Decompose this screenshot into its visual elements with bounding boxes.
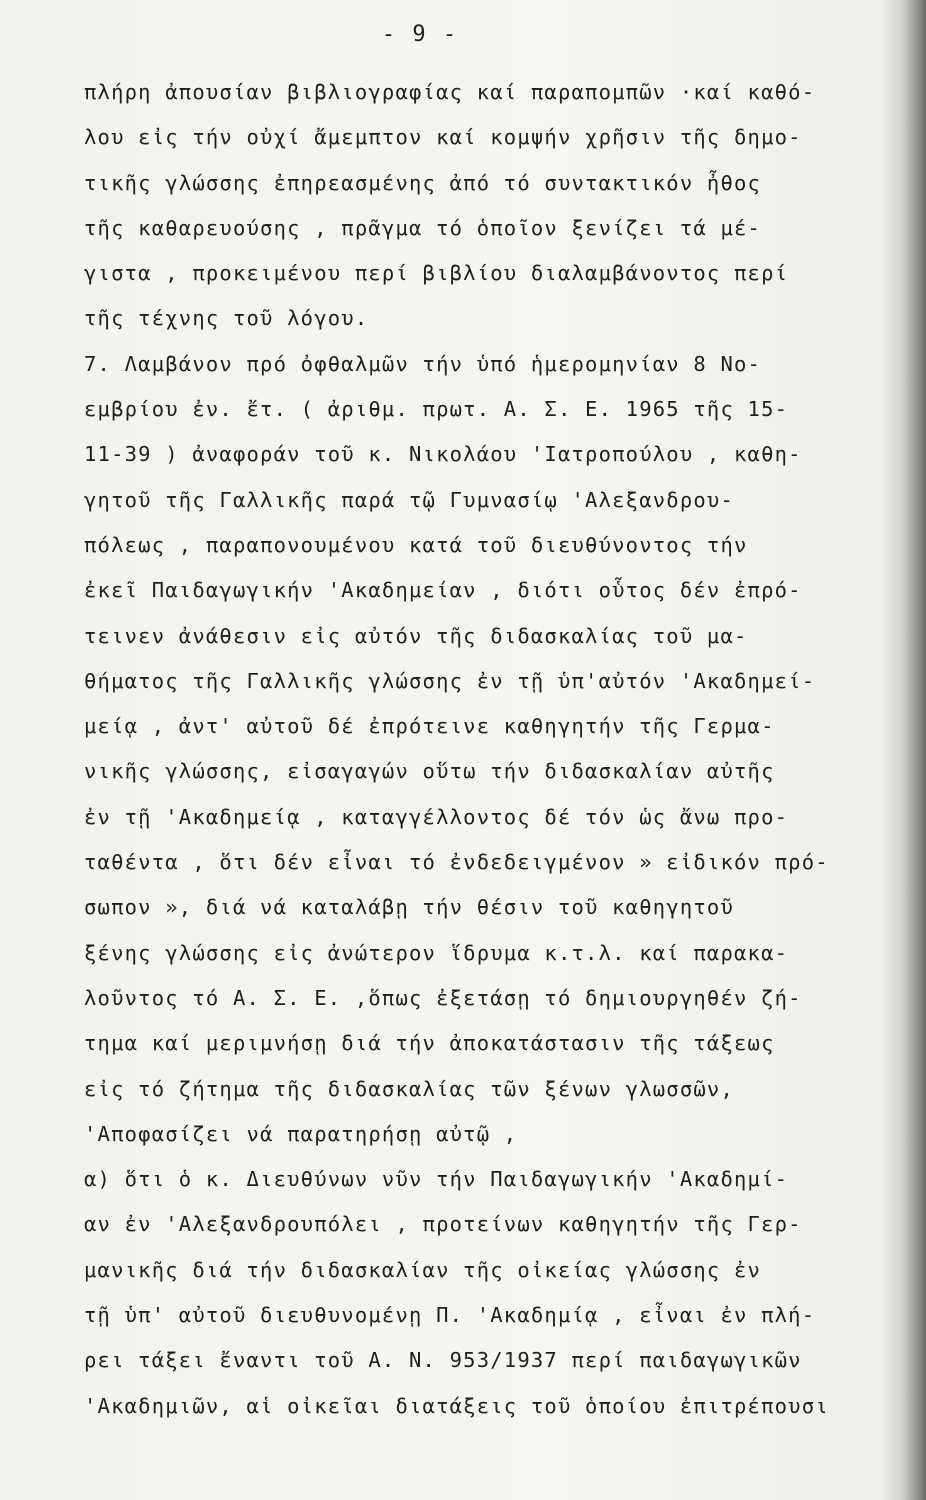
text-line: μείᾳ , ἀντ' αὐτοῦ δέ ἐπρότεινε καθηγητήν τῆς Γερμα- [84,714,775,739]
text-line: γητοῦ τῆς Γαλλικῆς παρά τῷ Γυμνασίῳ 'Αλεξανδρου- [84,487,735,512]
text-line: τῆς καθαρευούσης , πρᾶγμα τό ὁποῖον ξενίζει τά μέ- [84,215,762,240]
page-number: - 9 - [381,22,459,47]
text-line: πλήρη ἀπουσίαν βιβλιογραφίας καί παραπομπῶν ·καί καθό- [84,80,816,104]
text-line: αν ἐν 'Αλεξανδρουπόλει , προτείνων καθηγητήν τῆς Γερ- [84,1212,802,1237]
text-line: πόλεως , παραπονουμένου κατά τοῦ διευθύνοντος τήν [84,532,748,557]
binding-shadow [880,0,926,1500]
text-line: θήματος τῆς Γαλλικῆς γλώσσης ἐν τῇ ὑπ'αὐτόν 'Ακαδημεί- [84,668,816,693]
text-line: ξένης γλώσσης εἰς ἀνώτερον ἵδρυμα κ.τ.λ. καί παρακα- [84,940,789,965]
text-line: νικῆς γλώσσης, εἰσαγαγών οὕτω τήν διδασκαλίαν αὐτῆς [84,759,775,784]
text-line: λου εἰς τήν οὐχί ἄμεμπτον καί κομψήν χρῆσιν τῆς δημο- [84,125,802,150]
text-line: 11-39 ) ἀναφοράν τοῦ κ. Νικολάου 'Ιατροπούλου , καθη- [84,442,802,467]
text-line: τῇ ὑπ' αὐτοῦ διευθυνομένῃ Π. 'Ακαδημίᾳ , εἶναι ἐν πλή- [84,1303,816,1328]
text-line: μανικῆς διά τήν διδασκαλίαν τῆς οἰκείας γλώσσης ἐν [84,1257,762,1282]
text-line: τεινεν ἀνάθεσιν εἰς αὐτόν τῆς διδασκαλίας τοῦ μα- [84,623,748,648]
text-line: εἰς τό ζήτημα τῆς διδασκαλίας τῶν ξένων γλωσσῶν, [84,1076,735,1101]
text-line: εμβρίου ἐν. ἔτ. ( ἀριθμ. πρωτ. Α. Σ. Ε. 1965 τῆς 15- [84,397,789,422]
text-line: 'Αποφασίζει νά παρατηρήσῃ αὐτῷ , [84,1121,518,1146]
text-line: ρει τάξει ἔναντι τοῦ Α. Ν. 953/1937 περί παιδαγωγικῶν [84,1348,802,1373]
text-line: γιστα , προκειμένου περί βιβλίου διαλαμβάνοντος περί [84,261,789,286]
text-line: 7. Λαμβάνον πρό ὀφθαλμῶν τήν ὑπό ἡμερομηνίαν 8 Νο- [84,351,762,376]
text-line: τημα καί μεριμνήσῃ διά τήν ἀποκατάστασιν τῆς τάξεως [84,1031,775,1056]
text-line: ἐκεῖ Παιδαγωγικήν 'Ακαδημείαν , διότι οὗτος δέν ἐπρό- [84,578,802,603]
text-line: ταθέντα , ὅτι δέν εἶναι τό ἐνδεδειγμένον » εἰδικόν πρό- [84,850,829,875]
text-line: λοῦντος τό Α. Σ. Ε. ,ὅπως ἐξετάσῃ τό δημιουργηθέν ζή- [84,985,802,1010]
body-text [84,70,874,1429]
text-line: ἐν τῇ 'Ακαδημείᾳ , καταγγέλλοντος δέ τόν ὡς ἄνω προ- [84,804,789,829]
text-line: 'Ακαδημιῶν, αἱ οἰκεῖαι διατάξεις τοῦ ὁποίου ἐπιτρέπουσι [84,1393,829,1418]
text-line: α) ὅτι ὁ κ. Διευθύνων νῦν τήν Παιδαγωγικήν 'Ακαδημί- [84,1167,789,1192]
text-line: τῆς τέχνης τοῦ λόγου. [84,306,369,331]
text-line: τικῆς γλώσσης ἐπηρεασμένης ἀπό τό συντακτικόν ἦθος [84,170,762,195]
text-line: σωπον », διά νά καταλάβῃ τήν θέσιν τοῦ καθηγητοῦ [84,895,735,920]
